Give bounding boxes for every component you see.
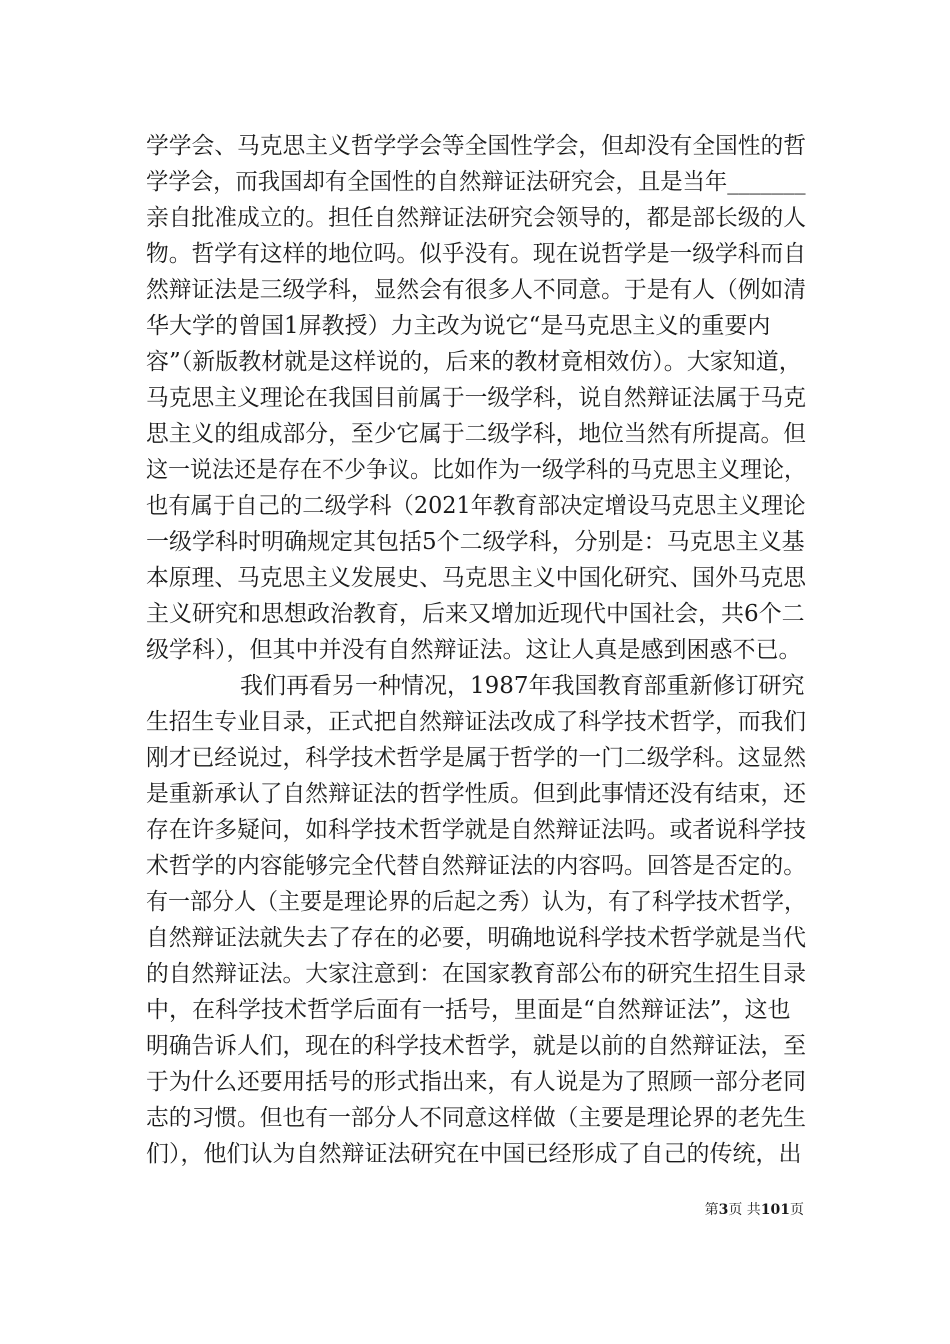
text-line: 们），他们认为自然辩证法研究在中国已经形成了自己的传统，出 bbox=[146, 1141, 802, 1167]
text-line: 于为什么还要用括号的形式指出来，有人说是为了照顾一部分老同 bbox=[146, 1069, 806, 1095]
text-line: 物。哲学有这样的地位吗。似乎没有。现在说哲学是一级学科而自 bbox=[146, 241, 806, 267]
text-line: 学学会，而我国却有全国性的自然辩证法研究会，且是当年_______ bbox=[146, 169, 806, 195]
text-line: 生招生专业目录，正式把自然辩证法改成了科学技术哲学，而我们 bbox=[146, 709, 806, 735]
text-line: 志的习惯。但也有一部分人不同意这样做（主要是理论界的老先生 bbox=[146, 1105, 806, 1131]
paragraph-first-line: 我们再看另一种情况，1987年我国教育部重新修订研究 bbox=[240, 673, 805, 699]
footer-prefix: 第 bbox=[704, 1202, 719, 1218]
text-line: 本原理、马克思主义发展史、马克思主义中国化研究、国外马克思 bbox=[146, 565, 806, 591]
text-line: 明确告诉人们，现在的科学技术哲学，就是以前的自然辩证法，至 bbox=[146, 1033, 806, 1059]
footer-middle: 页 共 bbox=[728, 1202, 761, 1218]
text-line: 这一说法还是存在不少争议。比如作为一级学科的马克思主义理论， bbox=[146, 457, 806, 483]
text-line: 也有属于自己的二级学科（2021年教育部决定增设马克思主义理论 bbox=[146, 493, 806, 519]
text-line: 刚才已经说过，科学技术哲学是属于哲学的一门二级学科。这显然 bbox=[146, 745, 806, 771]
text-line: 中，在科学技术哲学后面有一括号，里面是“自然辩证法”，这也 bbox=[146, 997, 791, 1023]
text-line: 思主义的组成部分，至少它属于二级学科，地位当然有所提高。但 bbox=[146, 421, 806, 447]
text-line: 是重新承认了自然辩证法的哲学性质。但到此事情还没有结束，还 bbox=[146, 781, 806, 807]
text-line: 有一部分人（主要是理论界的后起之秀）认为，有了科学技术哲学， bbox=[146, 889, 806, 915]
text-line: 学学会、马克思主义哲学学会等全国性学会，但却没有全国性的哲 bbox=[146, 133, 806, 159]
current-page-number: 3 bbox=[718, 1202, 729, 1218]
page-footer bbox=[705, 1200, 804, 1220]
text-line: 主义研究和思想政治教育，后来又增加近现代中国社会，共6个二 bbox=[146, 601, 805, 627]
text-line: 术哲学的内容能够完全代替自然辩证法的内容吗。回答是否定的。 bbox=[146, 853, 806, 879]
text-line: 存在许多疑问，如科学技术哲学就是自然辩证法吗。或者说科学技 bbox=[146, 817, 806, 843]
text-line: 然辩证法是三级学科，显然会有很多人不同意。于是有人（例如清 bbox=[146, 277, 806, 303]
total-page-count: 101 bbox=[760, 1202, 790, 1218]
text-line: 亲自批准成立的。担任自然辩证法研究会领导的，都是部长级的人 bbox=[146, 205, 806, 231]
text-line: 一级学科时明确规定其包括5个二级学科，分别是：马克思主义基 bbox=[146, 529, 805, 555]
text-line: 级学科），但其中并没有自然辩证法。这让人真是感到困惑不已。 bbox=[146, 637, 802, 663]
footer-suffix: 页 bbox=[790, 1202, 804, 1218]
text-line: 马克思主义理论在我国目前属于一级学科，说自然辩证法属于马克 bbox=[146, 385, 806, 411]
text-line: 自然辩证法就失去了存在的必要，明确地说科学技术哲学就是当代 bbox=[146, 925, 806, 951]
text-line: 容”（新版教材就是这样说的，后来的教材竟相效仿）。大家知道， bbox=[146, 349, 802, 375]
text-line: 华大学的曾国1屏教授）力主改为说它“是马克思主义的重要内 bbox=[146, 313, 771, 339]
text-line: 的自然辩证法。大家注意到：在国家教育部公布的研究生招生目录 bbox=[146, 961, 806, 987]
